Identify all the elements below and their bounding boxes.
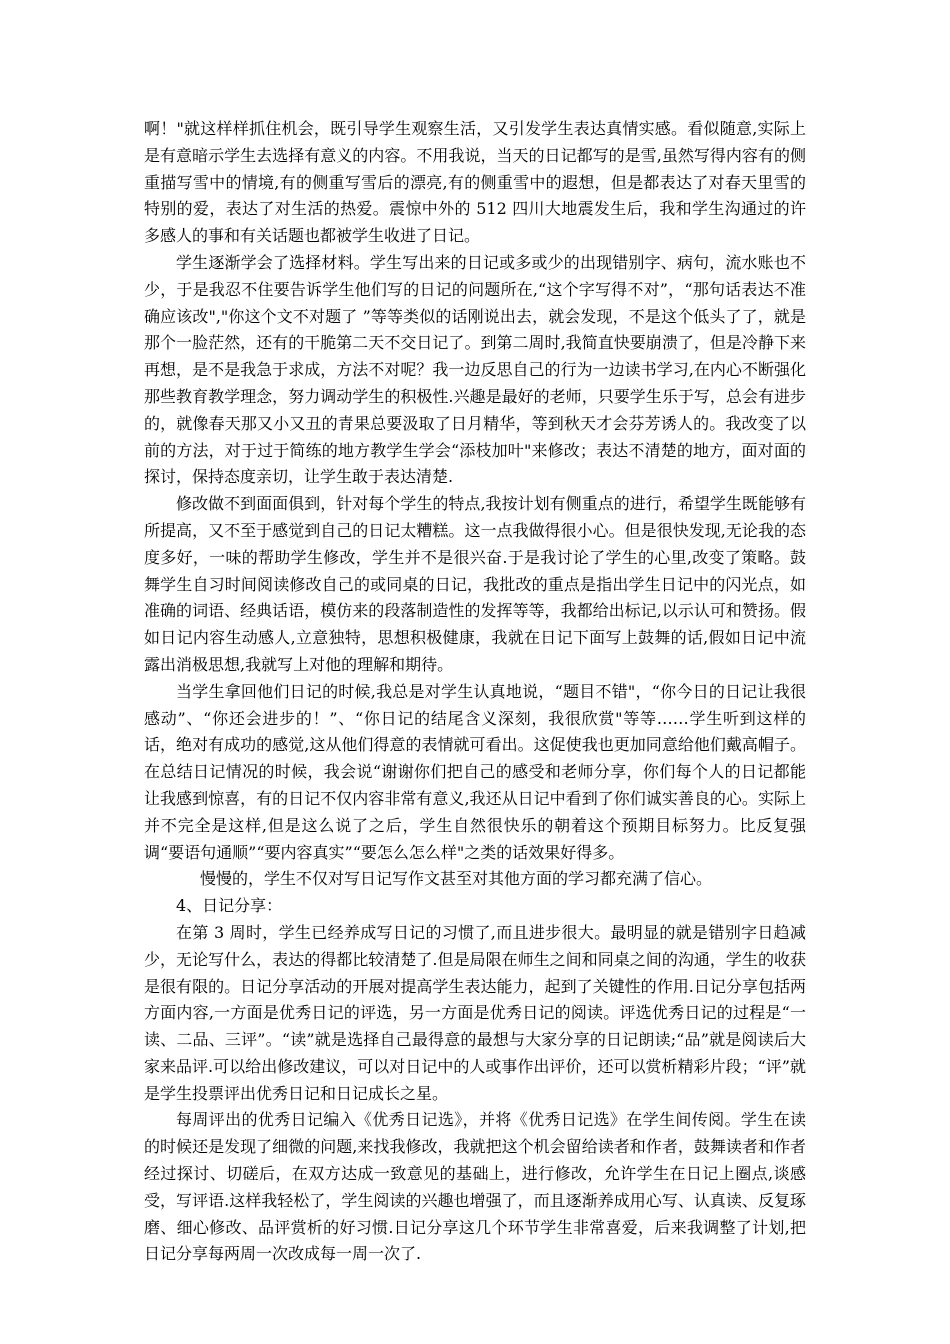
paragraph-2: 学生逐渐学会了选择材料。学生写出来的日记或多或少的出现错别字、病句，流水账也不少，于是我忍不住要告诉学生他们写的日记的问题所在,“这个字写得不对”，“那句话表达不准确应该改","你这个文不对题了 ”等等类似的话刚说出去，就会发现，不是这个低头了了，就是那个一脸茫然，还有的干脆第二天不交日记了。到第二周时,我简直快要崩溃了，但是冷静下来再想，是不是我急于求成，方法不对呢？我一边反思自己的行为一边读书学习,在内心不断强化那些教育教学理念，努力调动学生的积极性.兴趣是最好的老师，只要学生乐于写，总会有进步的，就像春天那又小又丑的青果总要汲取了日月精华，等到秋天才会芬芳诱人的。我改变了以前的方法，对于过于简练的地方教学生学会“添枝加叶"来修改；表达不清楚的地方，面对面的探讨，保持态度亲切，让学生敢于表达清楚.	[144, 252, 806, 487]
paragraph-3: 修改做不到面面俱到，针对每个学生的特点,我按计划有侧重点的进行，希望学生既能够有所提高，又不至于感觉到自己的日记太糟糕。这一点我做得很小心。但是很快发现,无论我的态度多好，一味的帮助学生修改，学生并不是很兴奋.于是我讨论了学生的心里,改变了策略。鼓舞学生自习时间阅读修改自己的或同桌的日记，我批改的重点是指出学生日记中的闪光点，如准确的词语、经典话语，模仿来的段落制造性的发挥等等，我都给出标记,以示认可和赞扬。假如日记内容生动感人,立意独特，思想积极健康，我就在日记下面写上鼓舞的话,假如日记中流露出消极思想,我就写上对他的理解和期待。	[144, 494, 806, 674]
paragraph-1: 啊！"就这样样抓住机会，既引导学生观察生活，又引发学生表达真情实感。看似随意,实际上是有意暗示学生去选择有意义的内容。不用我说，当天的日记都写的是雪,虽然写得内容有的侧重描写雪中的情境,有的侧重写雪后的漂亮,有的侧重雪中的遐想，但是都表达了对春天里雪的特别的爱，表达了对生活的热爱。震惊中外的 512 四川大地震发生后，我和学生沟通过的许多感人的事和有关话题也都被学生收进了日记。	[144, 119, 806, 246]
document-page	[144, 116, 806, 1268]
section-heading-diary-sharing: 4、日记分享：	[176, 896, 283, 916]
paragraph-7: 每周评出的优秀日记编入《优秀日记选》，并将《优秀日记选》在学生间传阅。学生在读的时候还是发现了细微的问题,来找我修改，我就把这个机会留给读者和作者，鼓舞读者和作者经过探讨、切磋后，在双方达成一致意见的基础上，进行修改，允许学生在日记上圈点,谈感受，写评语.这样我轻松了，学生阅读的兴趣也增强了，而且逐渐养成用心写、认真读、反复琢磨、细心修改、品评赏析的好习惯.日记分享这几个环节学生非常喜爱，后来我调整了计划,把日记分享每两周一次改成每一周一次了.	[144, 1110, 806, 1264]
paragraph-4: 当学生拿回他们日记的时候,我总是对学生认真地说，“题目不错"，“你今日的日记让我很感动”、“你还会进步的！”、“你日记的结尾含义深刻，我很欣赏"等等……学生听到这样的话，绝对有成功的感觉,这从他们得意的表情就可看出。这促使我也更加同意给他们戴高帽子。在总结日记情况的时候，我会说“谢谢你们把自己的感受和老师分享，你们每个人的日记都能让我感到惊喜，有的日记不仅内容非常有意义,我还从日记中看到了你们诚实善良的心。实际上并不完全是这样,但是这么说了之后，学生自然很快乐的朝着这个预期目标努力。比反复强调“要语句通顺”“要内容真实”“要怎么怎么样"之类的话效果好得多。	[144, 681, 806, 862]
paragraph-6: 在第 3 周时，学生已经养成写日记的习惯了,而且进步很大。最明显的就是错别字日趋减少，无论写什么，表达的得都比较清楚了.但是局限在师生之间和同桌之间的沟通，学生的收获是很有限的。日记分享活动的开展对提高学生表达能力，起到了关键性的作用.日记分享包括两方面内容,一方面是优秀日记的评选，另一方面是优秀日记的阅读。评选优秀日记的过程是“一读、二品、三评”。“读”就是选择自己最得意的最想与大家分享的日记朗读;“品”就是阅读后大家来品评.可以给出修改建议，可以对日记中的人或事作出评价，还可以赏析精彩片段；“评”就是学生投票评出优秀日记和日记成长之星。	[144, 922, 806, 1103]
paragraph-5: 慢慢的，学生不仅对写日记写作文甚至对其他方面的学习都充满了信心。	[200, 869, 713, 889]
